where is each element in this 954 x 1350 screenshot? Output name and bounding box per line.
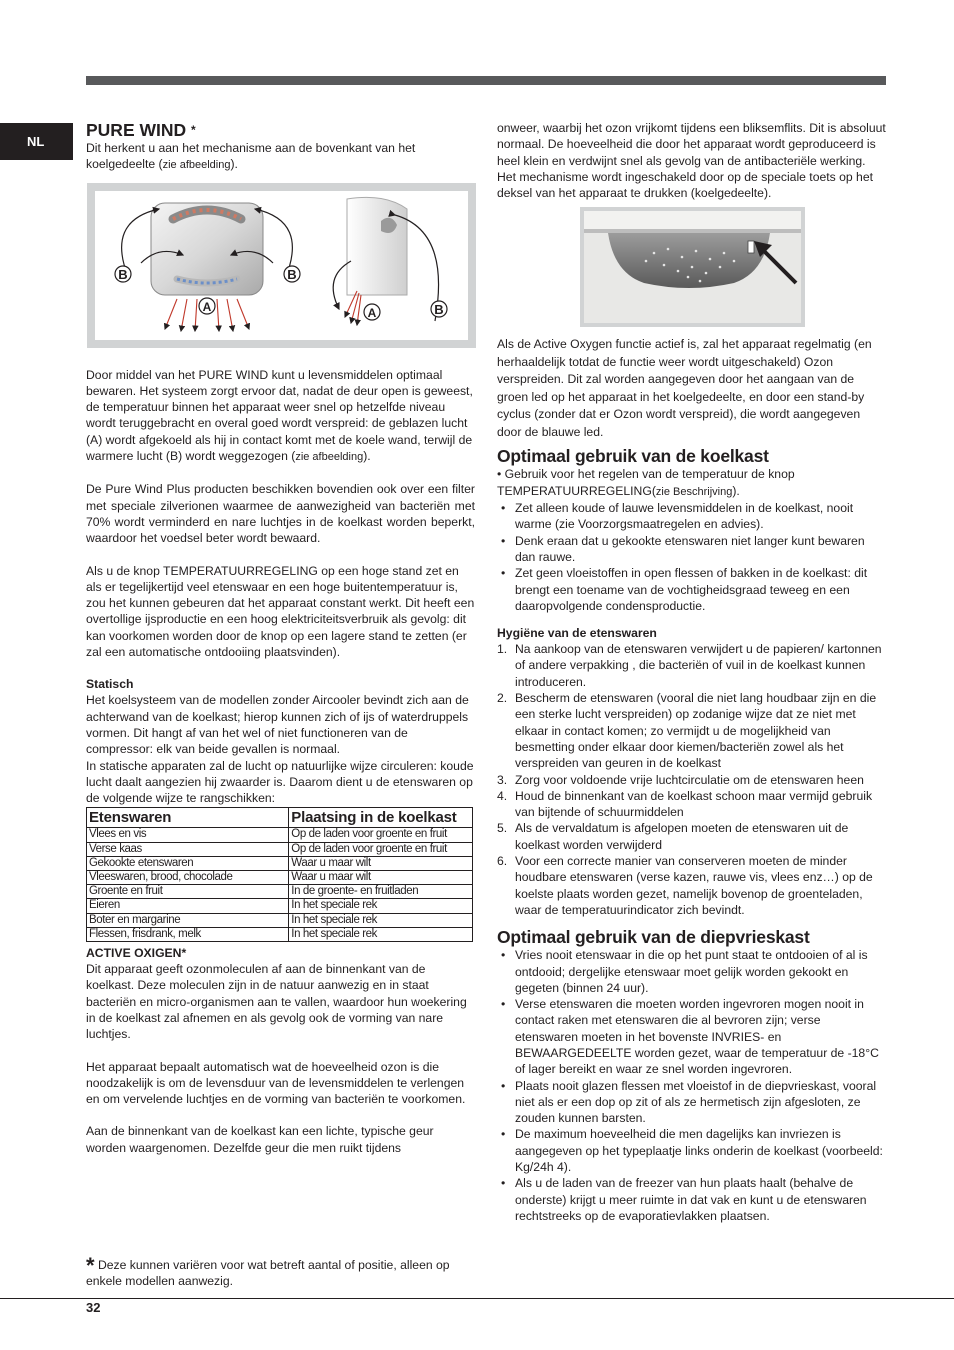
food-table-cell-placement: In het speciale rek — [289, 899, 473, 913]
label-a-front: A — [202, 299, 212, 314]
footnote-asterisk: * — [86, 1253, 95, 1278]
footnote-text: Deze kunnen variëren voor wat betreft aantal of positie, alleen op enkele modellen aanwezig. — [86, 1258, 450, 1288]
food-placement-table — [86, 807, 473, 942]
label-b-side: B — [434, 301, 444, 317]
pure-wind-plus-paragraph: De Pure Wind Plus producten beschikken bovendien ook over een filter met speciale zilverionen waarmee de aanwezigheid van bacteriën met 70% wordt verminderd en nare luchtjes in de koelkast worden beperkt, waardoor het voedsel beter wordt bewaard. — [86, 482, 475, 546]
statisch-paragraph-2: In statische apparaten zal de lucht op natuurlijke wijze circuleren: koude lucht daalt aangezien hij zwaarder is. Daarom dient u de etenswaren op de volgende wijze te rangschikken: — [86, 758, 474, 806]
food-table-row — [87, 927, 473, 941]
language-tab: NL — [0, 123, 73, 160]
food-table-header-placement: Plaatsing in de koelkast — [289, 808, 473, 828]
food-table-row — [87, 856, 473, 870]
list-item: 2. Bescherm de etenswaren (vooral die niet lang houdbaar zijn en die een sterke lucht verspreiden) op zodanige wijze dat ze niet met elkaar in contact komen; zo vermijdt u de mogelijkheid van besmetting onder elkaar door kiemen/bacteriën zowel als het verspreiden van geuren in de koelkast — [497, 691, 877, 771]
food-table-cell-food: Gekookte etenswaren — [87, 856, 289, 870]
temperature-knob-paragraph: Als u de knop TEMPERATUURREGELING op een hoge stand zet en als er tegelijkertijd veel etenswaar en een hoge buitentemperatuur is, zou het kunnen gebeuren dat het apparaat constant werkt. Dit heeft een overtollige ijsproductie en een hoog elektriciteitsverbruik als gevolg: dit kan voorkomen worden door de knop op een lagere stand te zetten (er zal een automatische ontdooiing plaatsvinden). — [86, 563, 475, 660]
food-table-cell-food: Flessen, frisdrank, melk — [87, 927, 289, 941]
hygiene-list — [497, 641, 886, 918]
food-table-cell-placement: Op de laden voor groente en fruit — [289, 842, 473, 856]
list-item-text: Als de vervaldatum is afgelopen moeten de etenswaren uit de koelkast worden verwijderd — [515, 821, 849, 852]
active-oxigen-paragraph-2: Het apparaat bepaalt automatisch wat de hoeveelheid ozon is die noodzakelijk is om de levensduur van de levensmiddelen te verlengen en om vervelende luchtjes en de vorming van bacteriën te voorkomen. — [86, 1059, 466, 1107]
list-item: • Als u de laden van de freezer van hun plaats haalt (behalve de onderste) krijgt u meer ruimte in dat vak en kunt u de etenswaren rechtstreeks op de evaporatievlakken plaatsen. — [501, 1176, 867, 1223]
list-item: 1. Na aankoop van de etenswaren verwijdert u de papieren/ kartonnen of andere verpakking , die bacteriën of vuil in de koelkast kunnen introduceren. — [497, 642, 882, 689]
pure-wind-diagram — [95, 191, 468, 340]
intro-ref: zie afbeelding — [162, 159, 231, 172]
list-item-text: Zorg voor voldoende vrije luchtcirculatie om de etenswaren heen — [515, 772, 864, 787]
list-item: • Plaats nooit glazen flessen met vloeistof in de diepvrieskast, vooral niet als er een dop op zit of als ze hermetisch zijn afgesloten, ze zouden kunnen barsten. — [501, 1078, 877, 1126]
koelkast-heading: Optimaal gebruik van de koelkast — [497, 446, 769, 467]
food-table-row — [87, 871, 473, 885]
list-item-text: Als u de laden van de freezer van hun plaats haalt (behalve de onderste) krijgt u meer ruimte in dat vak en kunt u de etenswaren rechtstreeks op de evaporatievlakken plaatsen. — [515, 1176, 867, 1223]
food-table-row — [87, 913, 473, 927]
p1-end: ). — [363, 449, 371, 464]
food-table-cell-placement: In de groente- en fruitladen — [289, 885, 473, 899]
koelkast-intro-end: ). — [732, 483, 740, 498]
pure-wind-figure — [87, 183, 476, 348]
pure-wind-paragraph-1 — [86, 367, 475, 466]
mechanism-paragraph: Het mechanisme wordt ingeschakeld door op de speciale toets op het deksel van het apparaat te drukken (koelgedeelte). — [497, 169, 874, 201]
list-item: • Zet alleen koude of lauwe levensmiddelen in de koelkast, nooit warme (zie Voorzorgsmaatregelen en advies). — [501, 501, 854, 532]
bottom-rule — [0, 1298, 954, 1299]
list-item: 4. Houd de binnenkant van de koelkast schoon maar vermijd gebruik van bijtende of schuurmiddelen — [497, 788, 873, 820]
food-table-cell-placement: In het speciale rek — [289, 927, 473, 941]
pure-wind-title-text: PURE WIND — [86, 120, 187, 140]
right-column — [497, 120, 886, 1224]
active-oxygen-device-illustration — [584, 211, 801, 323]
ozon-continued-paragraph: onweer, waarbij het ozon vrijkomt tijdens een bliksemflits. Dit is absoluut normaal. De hoeveelheid die door het apparaat wordt geproduceerd is heel klein en verdwijnt snel als gevolg van de antibacteriële werking. — [497, 121, 886, 168]
list-item-text: Voor een correcte manier van conserveren moeten de minder houdbare etenswaren (verse kazen, rauwe vis, vlees enz…) op de koelste plaats worden gezet, namelijk bovenop de groenteladen, waar de temperatuurindicator zich bevindt. — [515, 854, 873, 917]
list-item: 5. Als de vervaldatum is afgelopen moeten de etenswaren uit de koelkast worden verwijderd — [497, 821, 849, 852]
food-table-cell-placement: Waar u maar wilt — [289, 871, 473, 885]
list-item-text: Denk eraan dat u gekookte etenswaren niet langer kunt bewaren dan rauwe. — [515, 533, 865, 564]
koelkast-intro-ref: zie Beschrijving — [655, 485, 733, 498]
hygiene-heading: Hygiëne van de etenswaren — [497, 626, 657, 641]
active-oxigen-heading: ACTIVE OXIGEN* — [86, 946, 187, 961]
active-oxigen-paragraph-1: Dit apparaat geeft ozonmoleculen af aan de binnenkant van de koelkast. Deze moleculen zijn in de natuur aanwezig en in staat bacteriën en micro-organismen aan te vallen, waardoor hun woekering in de koelkast zal afnemen en als gevolg ook de vorming van nare luchtjes. — [86, 962, 467, 1042]
food-table-cell-placement: Op de laden voor groente en fruit — [289, 828, 473, 842]
label-b-right: B — [287, 266, 297, 282]
page-number: 32 — [86, 1300, 101, 1315]
list-item: • Verse etenswaren die moeten worden ingevroren mogen nooit in contact raken met etenswaren die al bevroren zijn; verse etenswaren moeten in het bovenste INVRIES- en BEWAARGEDEELTE worden gezet, waar de temperatuur de -18°C of lager bereikt en waar ze snel worden ingevroren. — [501, 997, 879, 1077]
title-asterisk: * — [191, 123, 196, 137]
food-table-cell-food: Eieren — [87, 899, 289, 913]
top-rule — [86, 76, 886, 85]
diepvrieskast-heading: Optimaal gebruik van de diepvrieskast — [497, 927, 810, 948]
food-table-row — [87, 842, 473, 856]
list-item: • Zet geen vloeistoffen in open flessen of bakken in de koelkast: dit brengt een toename van de vochtigheidsgraad teweeg en een daaropvolgende condensproductie. — [501, 566, 868, 613]
food-table-cell-food: Vlees en vis — [87, 828, 289, 842]
active-oxygen-description: Als de Active Oxygen functie actief is, zal het apparaat regelmatig (en herhaaldelijk totdat de functie weer wordt uitgeschakeld) Ozon verspreiden. Dit zal worden aangegeven door het aangaan van de groen led op het apparaat in het koelgedeelte, en door een stand-by cyclus (zonder dat er Ozon wordt verspreid), die wordt aangegeven door de blauwe led. — [497, 337, 872, 439]
pure-wind-title — [86, 120, 475, 140]
list-item: 3. Zorg voor voldoende vrije luchtcirculatie om de etenswaren heen — [497, 772, 864, 787]
label-b-left: B — [118, 266, 128, 282]
pure-wind-figure-canvas — [95, 191, 468, 340]
food-table-cell-placement: Waar u maar wilt — [289, 856, 473, 870]
food-table-row — [87, 885, 473, 899]
intro-text: Dit herkent u aan het mechanisme aan de bovenkant van het koelgedeelte ( — [86, 141, 416, 172]
p1-ref: zie afbeelding — [295, 451, 364, 464]
list-item-text: Zet alleen koude of lauwe levensmiddelen in de koelkast, nooit warme (zie Voorzorgsmaatregelen en advies). — [515, 501, 854, 532]
list-item-text: Zet geen vloeistoffen in open flessen of bakken in de koelkast: dit brengt een toename van de vochtigheidsgraad teweeg en een daaropvolgende condensproductie. — [515, 566, 868, 613]
food-table-cell-food: Groente en fruit — [87, 885, 289, 899]
list-item: • Vries nooit etenswaar in die op het punt staat te ontdooien of al is ontdooid; dergelijke etenswaar moet gelijk worden gekookt en gegeten (binnen 24 uur). — [501, 948, 868, 995]
koelkast-bullet-list — [497, 500, 886, 614]
koelkast-intro — [497, 466, 886, 500]
p1-text: Door middel van het PURE WIND kunt u levensmiddelen optimaal bewaren. Het systeem zorgt ervoor dat, nadat de deur open is geweest, de temperatuur binnen het apparaat weer snel op hetzelfde niveau wordt teruggebracht en overal goed wordt verspreid: de geblazen lucht (A) wordt afgekoeld als hij in contact komt met de koele wand, terwijl de warmere lucht (B) wordt weggezogen ( — [86, 367, 473, 464]
list-item: • De maximum hoeveelheid die men dagelijks kan invriezen is aangegeven op het typeplaatje links onderin de koelkast (voorbeeld: Kg/24h 4). — [501, 1127, 883, 1175]
koelkast-intro-text: • Gebruik voor het regelen van de temperatuur de knop TEMPERATUURREGELING( — [497, 467, 795, 498]
diepvrieskast-bullet-list — [497, 947, 886, 1224]
food-table-cell-food: Vleeswaren, brood, chocolade — [87, 871, 289, 885]
footnote — [86, 1253, 475, 1289]
list-item-text: Bescherm de etenswaren (vooral die niet lang houdbaar zijn en die een sterke lucht verspreiden) op zodanige wijze dat ze niet met elkaar in contact komen; zo vermijdt u de mogelijkheid van besmetting onder elkaar door kiemen/bacteriën zowel als het verspreiden van geuren in de koelkast — [515, 691, 877, 771]
list-item-text: Verse etenswaren die moeten worden ingevroren mogen nooit in contact raken met etenswaren die al bevroren zijn; verse etenswaren moeten in het bovenste INVRIES- en BEWAARGEDEELTE worden gezet, waar de temperatuur de -18°C of lager bereikt en waar ze snel worden ingevroren. — [515, 997, 879, 1077]
label-a-side: A — [367, 305, 377, 320]
active-oxygen-figure — [580, 207, 805, 327]
food-table-cell-food: Boter en margarine — [87, 913, 289, 927]
intro-end: ). — [230, 157, 238, 172]
list-item-text: Houd de binnenkant van de koelkast schoon maar vermijd gebruik van bijtende of schuurmiddelen — [515, 788, 873, 820]
active-oxigen-paragraph-3: Aan de binnenkant van de koelkast kan een lichte, typische geur worden waargenomen. Dezelfde geur die men ruikt tijdens — [86, 1124, 434, 1155]
food-table-header-row — [87, 808, 473, 828]
left-column — [86, 120, 475, 1156]
food-table-row — [87, 899, 473, 913]
statisch-paragraph-1: Het koelsysteem van de modellen zonder Aircooler bevindt zich aan de achterwand van de koelkast; hierop kunnen zich of ijs of waterdruppels vormen. Dit hangt af van het wel of niet functioneren van de compressor: elk van beide gevallen is normaal. — [86, 693, 469, 757]
food-table-header-food: Etenswaren — [87, 808, 289, 828]
list-item-text: Na aankoop van de etenswaren verwijdert u de papieren/ kartonnen of andere verpakking , die bacteriën of vuil in de koelkast kunnen introduceren. — [515, 642, 882, 689]
food-table-row — [87, 828, 473, 842]
active-oxygen-photo — [584, 211, 801, 323]
statisch-heading: Statisch — [86, 677, 134, 692]
list-item-text: De maximum hoeveelheid die men dagelijks kan invriezen is aangegeven op het typeplaatje links onderin de koelkast (voorbeeld: Kg/24h 4). — [515, 1127, 883, 1175]
food-table-cell-placement: In het speciale rek — [289, 913, 473, 927]
list-item-text: Vries nooit etenswaar in die op het punt staat te ontdooien of al is ontdooid; dergelijke etenswaar moet gelijk worden gekookt en gegeten (binnen 24 uur). — [515, 948, 868, 995]
list-item-text: Plaats nooit glazen flessen met vloeistof in de diepvrieskast, vooral niet als er een dop op zit of als ze hermetisch zijn afgesloten, ze zouden kunnen barsten. — [515, 1078, 877, 1126]
pure-wind-intro — [86, 140, 475, 174]
list-item: 6. Voor een correcte manier van conserveren moeten de minder houdbare etenswaren (verse kazen, rauwe vis, vlees enz…) op de koelste plaats worden gezet, namelijk bovenop de groenteladen, waar de temperatuurindicator zich bevindt. — [497, 854, 873, 917]
food-table-cell-food: Verse kaas — [87, 842, 289, 856]
list-item: • Denk eraan dat u gekookte etenswaren niet langer kunt bewaren dan rauwe. — [501, 533, 865, 564]
